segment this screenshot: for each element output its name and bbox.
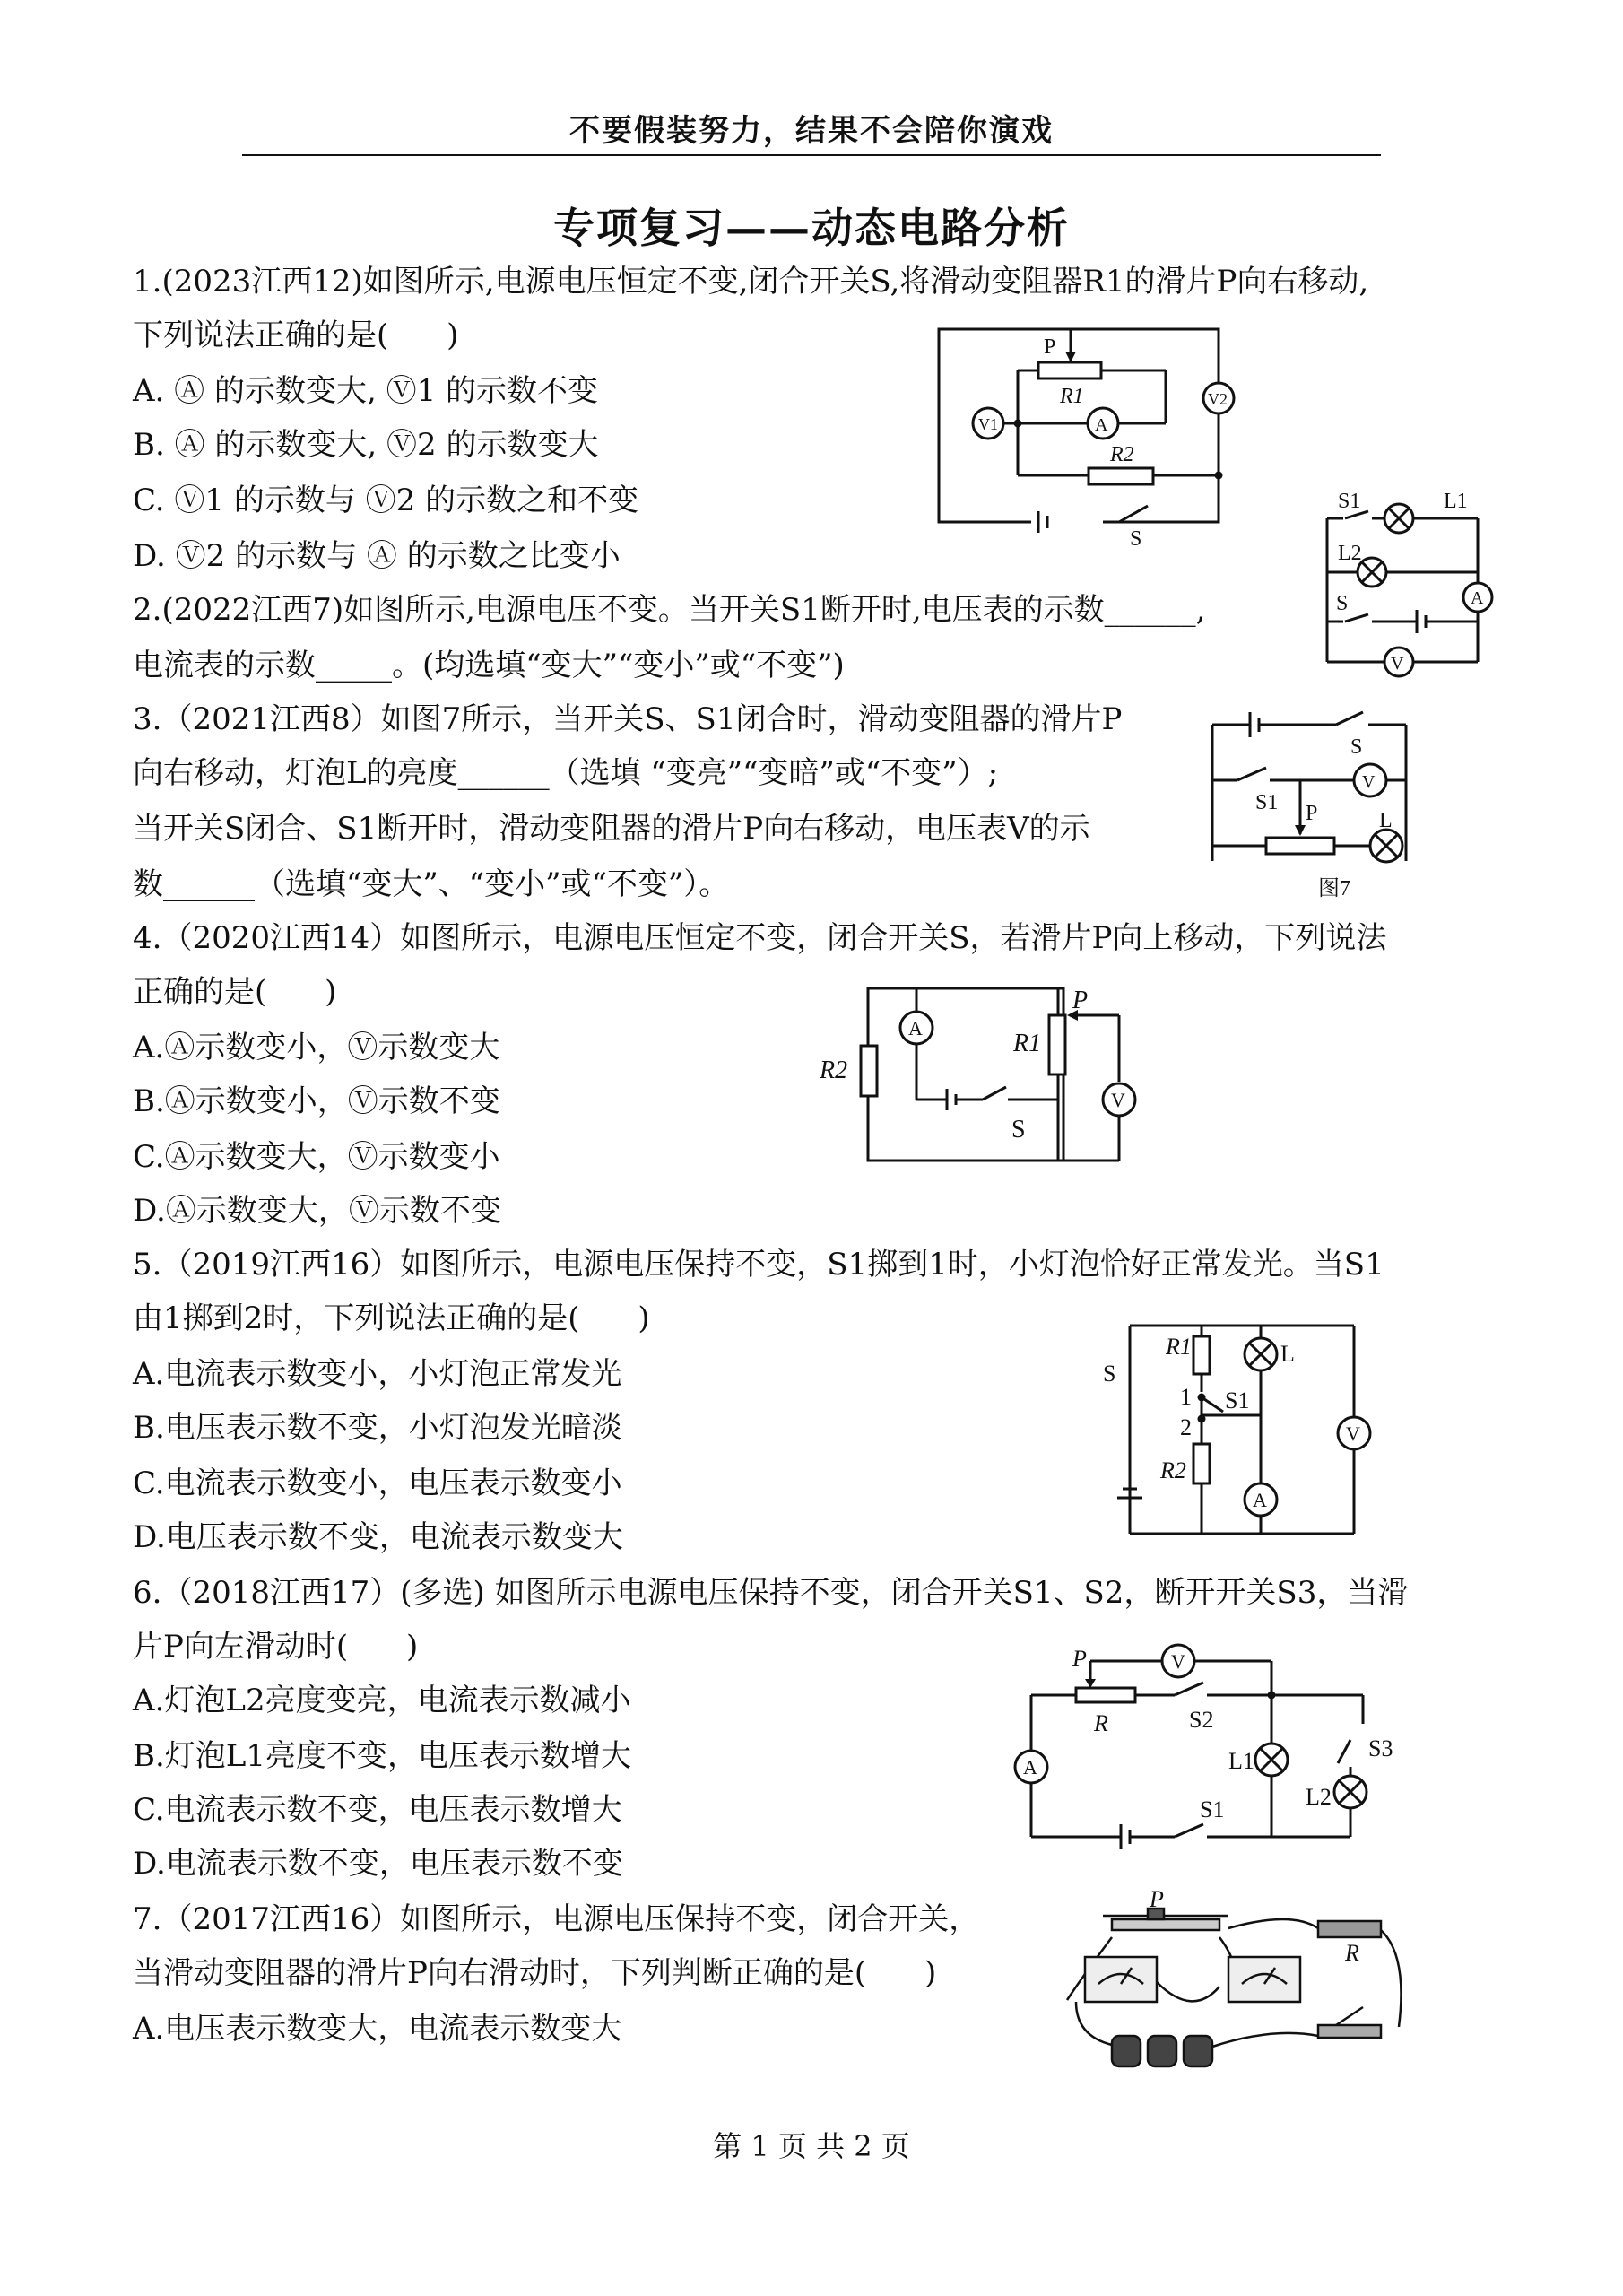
q1-stem-line1: 1.(2023江西12)如图所示,电源电压恒定不变,闭合开关S,将滑动变阻器R1的滑片P向右移动, xyxy=(133,264,1369,300)
f2-label-s1: S1 xyxy=(1338,490,1361,513)
q3-stem-line1: 3.（2021江西8）如图7所示，当开关S、S1闭合时，滑动变阻器的滑片P xyxy=(133,701,1123,737)
q7-stem-line2: 当滑动变阻器的滑片P向右滑动时，下列判断正确的是( ) xyxy=(133,1955,937,1991)
q4-stem-line1: 4.（2020江西14）如图所示，电源电压恒定不变，闭合开关S，若滑片P向上移动，下列说法 xyxy=(133,920,1387,956)
f3-caption: 图7 xyxy=(1318,877,1350,900)
q6-option-c: C.电流表示数不变，电压表示数增大 xyxy=(133,1792,622,1828)
f3-voltmeter-label: V xyxy=(1362,772,1376,792)
q3-stem-line4: 数______（选填“变大”、“变小”或“不变”）。 xyxy=(133,866,730,902)
f6-label-l2: L2 xyxy=(1306,1784,1332,1810)
q6-stem-line1: 6.（2018江西17）(多选) 如图所示电源电压保持不变，闭合开关S1、S2，断开开关S3，当滑 xyxy=(133,1575,1409,1611)
f6-label-s3: S3 xyxy=(1368,1735,1393,1761)
q4-option-d: D.Ⓐ示数变大，Ⓥ示数不变 xyxy=(133,1193,501,1229)
q6-stem-line2: 片P向左滑动时( ) xyxy=(133,1629,419,1665)
f2-label-s: S xyxy=(1336,592,1349,615)
q7-stem-line1: 7.（2017江西16）如图所示，电源电压保持不变，闭合开关， xyxy=(133,1901,980,1937)
f3-label-s: S xyxy=(1350,735,1363,759)
page-title: 专项复习——动态电路分析 xyxy=(553,204,1070,252)
f5-label-s: S xyxy=(1103,1361,1116,1387)
q2-circuit-diagram xyxy=(1318,491,1488,682)
page-footer: 第 1 页 共 2 页 xyxy=(713,2129,910,2163)
f4-label-r2: R2 xyxy=(820,1057,848,1084)
q4-stem-line2: 正确的是( ) xyxy=(133,974,337,1010)
q5-circuit-diagram xyxy=(1103,1318,1381,1543)
f1-v2-label: V2 xyxy=(1208,390,1228,408)
f3-label-s1: S1 xyxy=(1255,791,1279,814)
q4-option-c: C.Ⓐ示数变大，Ⓥ示数变小 xyxy=(133,1139,500,1175)
f6-label-r: R xyxy=(1094,1710,1108,1736)
f5-label-s1: S1 xyxy=(1225,1387,1250,1413)
f1-label-p: P xyxy=(1044,335,1056,359)
f2-voltmeter-label: V xyxy=(1391,654,1404,674)
f7-label-r: R xyxy=(1345,1940,1359,1966)
f5-label-l: L xyxy=(1280,1341,1295,1367)
q2-stem-line2: 电流表的示数_____。(均选填“变大”“变小”或“不变”) xyxy=(133,648,845,683)
q4-option-a: A.Ⓐ示数变小，Ⓥ示数变大 xyxy=(133,1030,500,1065)
f4-label-r1: R1 xyxy=(1013,1030,1042,1057)
q5-option-b: B.电压表示数不变，小灯泡发光暗淡 xyxy=(133,1410,622,1446)
q5-stem-line2: 由1掷到2时，下列说法正确的是( ) xyxy=(133,1300,650,1336)
f4-label-p: P xyxy=(1072,987,1089,1014)
f6-voltmeter-label: V xyxy=(1171,1650,1185,1673)
f1-label-r1: R1 xyxy=(1060,385,1084,408)
f2-label-l1: L1 xyxy=(1444,490,1468,513)
q4-option-b: B.Ⓐ示数变小，Ⓥ示数不变 xyxy=(133,1083,500,1119)
q1-option-a: A. Ⓐ 的示数变大, Ⓥ1 的示数不变 xyxy=(133,373,599,409)
f4-label-s: S xyxy=(1011,1116,1026,1144)
q1-circuit-diagram xyxy=(933,325,1228,551)
f7-label-p: P xyxy=(1150,1886,1164,1912)
q3-stem-line2: 向右移动，灯泡L的亮度______（选填 “变亮”“变暗”或“不变”）; xyxy=(133,755,999,791)
header-motto: 不要假装努力，结果不会陪你演戏 xyxy=(569,113,1054,149)
f4-ammeter-label: A xyxy=(908,1017,923,1039)
f1-ammeter-label: A xyxy=(1095,415,1108,435)
f4-voltmeter-label: V xyxy=(1111,1089,1125,1111)
f2-ammeter-label: A xyxy=(1471,588,1484,608)
q5-option-a: A.电流表示数变小，小灯泡正常发光 xyxy=(133,1356,622,1392)
q3-circuit-diagram xyxy=(1202,700,1417,915)
f1-v1-label: V1 xyxy=(978,415,998,433)
f5-label-r1: R1 xyxy=(1166,1334,1192,1360)
q1-stem-line2: 下列说法正确的是( ) xyxy=(133,317,459,353)
q5-stem-line1: 5.（2019江西16）如图所示，电源电压保持不变，S1掷到1时，小灯泡恰好正常发光。当S1 xyxy=(133,1247,1384,1283)
f6-label-s2: S2 xyxy=(1189,1707,1214,1733)
f5-terminal-1: 1 xyxy=(1180,1384,1192,1410)
q7-option-a: A.电压表示数变大，电流表示数变大 xyxy=(133,2011,622,2047)
q1-option-d: D. Ⓥ2 的示数与 Ⓐ 的示数之比变小 xyxy=(133,538,621,574)
q6-circuit-diagram xyxy=(1004,1641,1393,1848)
f5-terminal-2: 2 xyxy=(1180,1414,1192,1440)
q4-circuit-diagram xyxy=(814,983,1155,1162)
f3-label-l: L xyxy=(1379,809,1393,832)
q1-option-b: B. Ⓐ 的示数变大, Ⓥ2 的示数变大 xyxy=(133,427,599,463)
q1-option-c: C. Ⓥ1 的示数与 Ⓥ2 的示数之和不变 xyxy=(133,483,639,518)
q3-stem-line3: 当开关S闭合、S1断开时，滑动变阻器的滑片P向右移动，电压表V的示 xyxy=(133,811,1090,847)
header-divider xyxy=(242,154,1381,156)
q7-apparatus-illustration xyxy=(1049,1886,1426,2081)
q6-option-a: A.灯泡L2亮度变亮，电流表示数减小 xyxy=(133,1683,631,1718)
q2-stem-line1: 2.(2022江西7)如图所示,电源电压不变。当开关S1断开时,电压表的示数______, xyxy=(133,592,1206,628)
q6-option-d: D.电流表示数不变，电压表示数不变 xyxy=(133,1846,623,1882)
f5-ammeter-label: A xyxy=(1253,1489,1267,1511)
f5-label-r2: R2 xyxy=(1160,1457,1186,1483)
q6-option-b: B.灯泡L1亮度不变，电压表示数增大 xyxy=(133,1738,632,1774)
f3-label-p: P xyxy=(1306,802,1318,825)
f1-label-r2: R2 xyxy=(1110,443,1134,466)
f5-voltmeter-label: V xyxy=(1346,1422,1360,1445)
q5-option-c: C.电流表示数变小，电压表示数变小 xyxy=(133,1465,622,1501)
f6-label-s1: S1 xyxy=(1200,1796,1225,1822)
f6-label-p: P xyxy=(1072,1646,1087,1672)
f1-label-s: S xyxy=(1130,527,1142,551)
f6-ammeter-label: A xyxy=(1023,1756,1037,1779)
f6-label-l1: L1 xyxy=(1228,1748,1254,1774)
q5-option-d: D.电压表示数不变，电流表示数变大 xyxy=(133,1519,623,1555)
f2-label-l2: L2 xyxy=(1338,542,1362,565)
